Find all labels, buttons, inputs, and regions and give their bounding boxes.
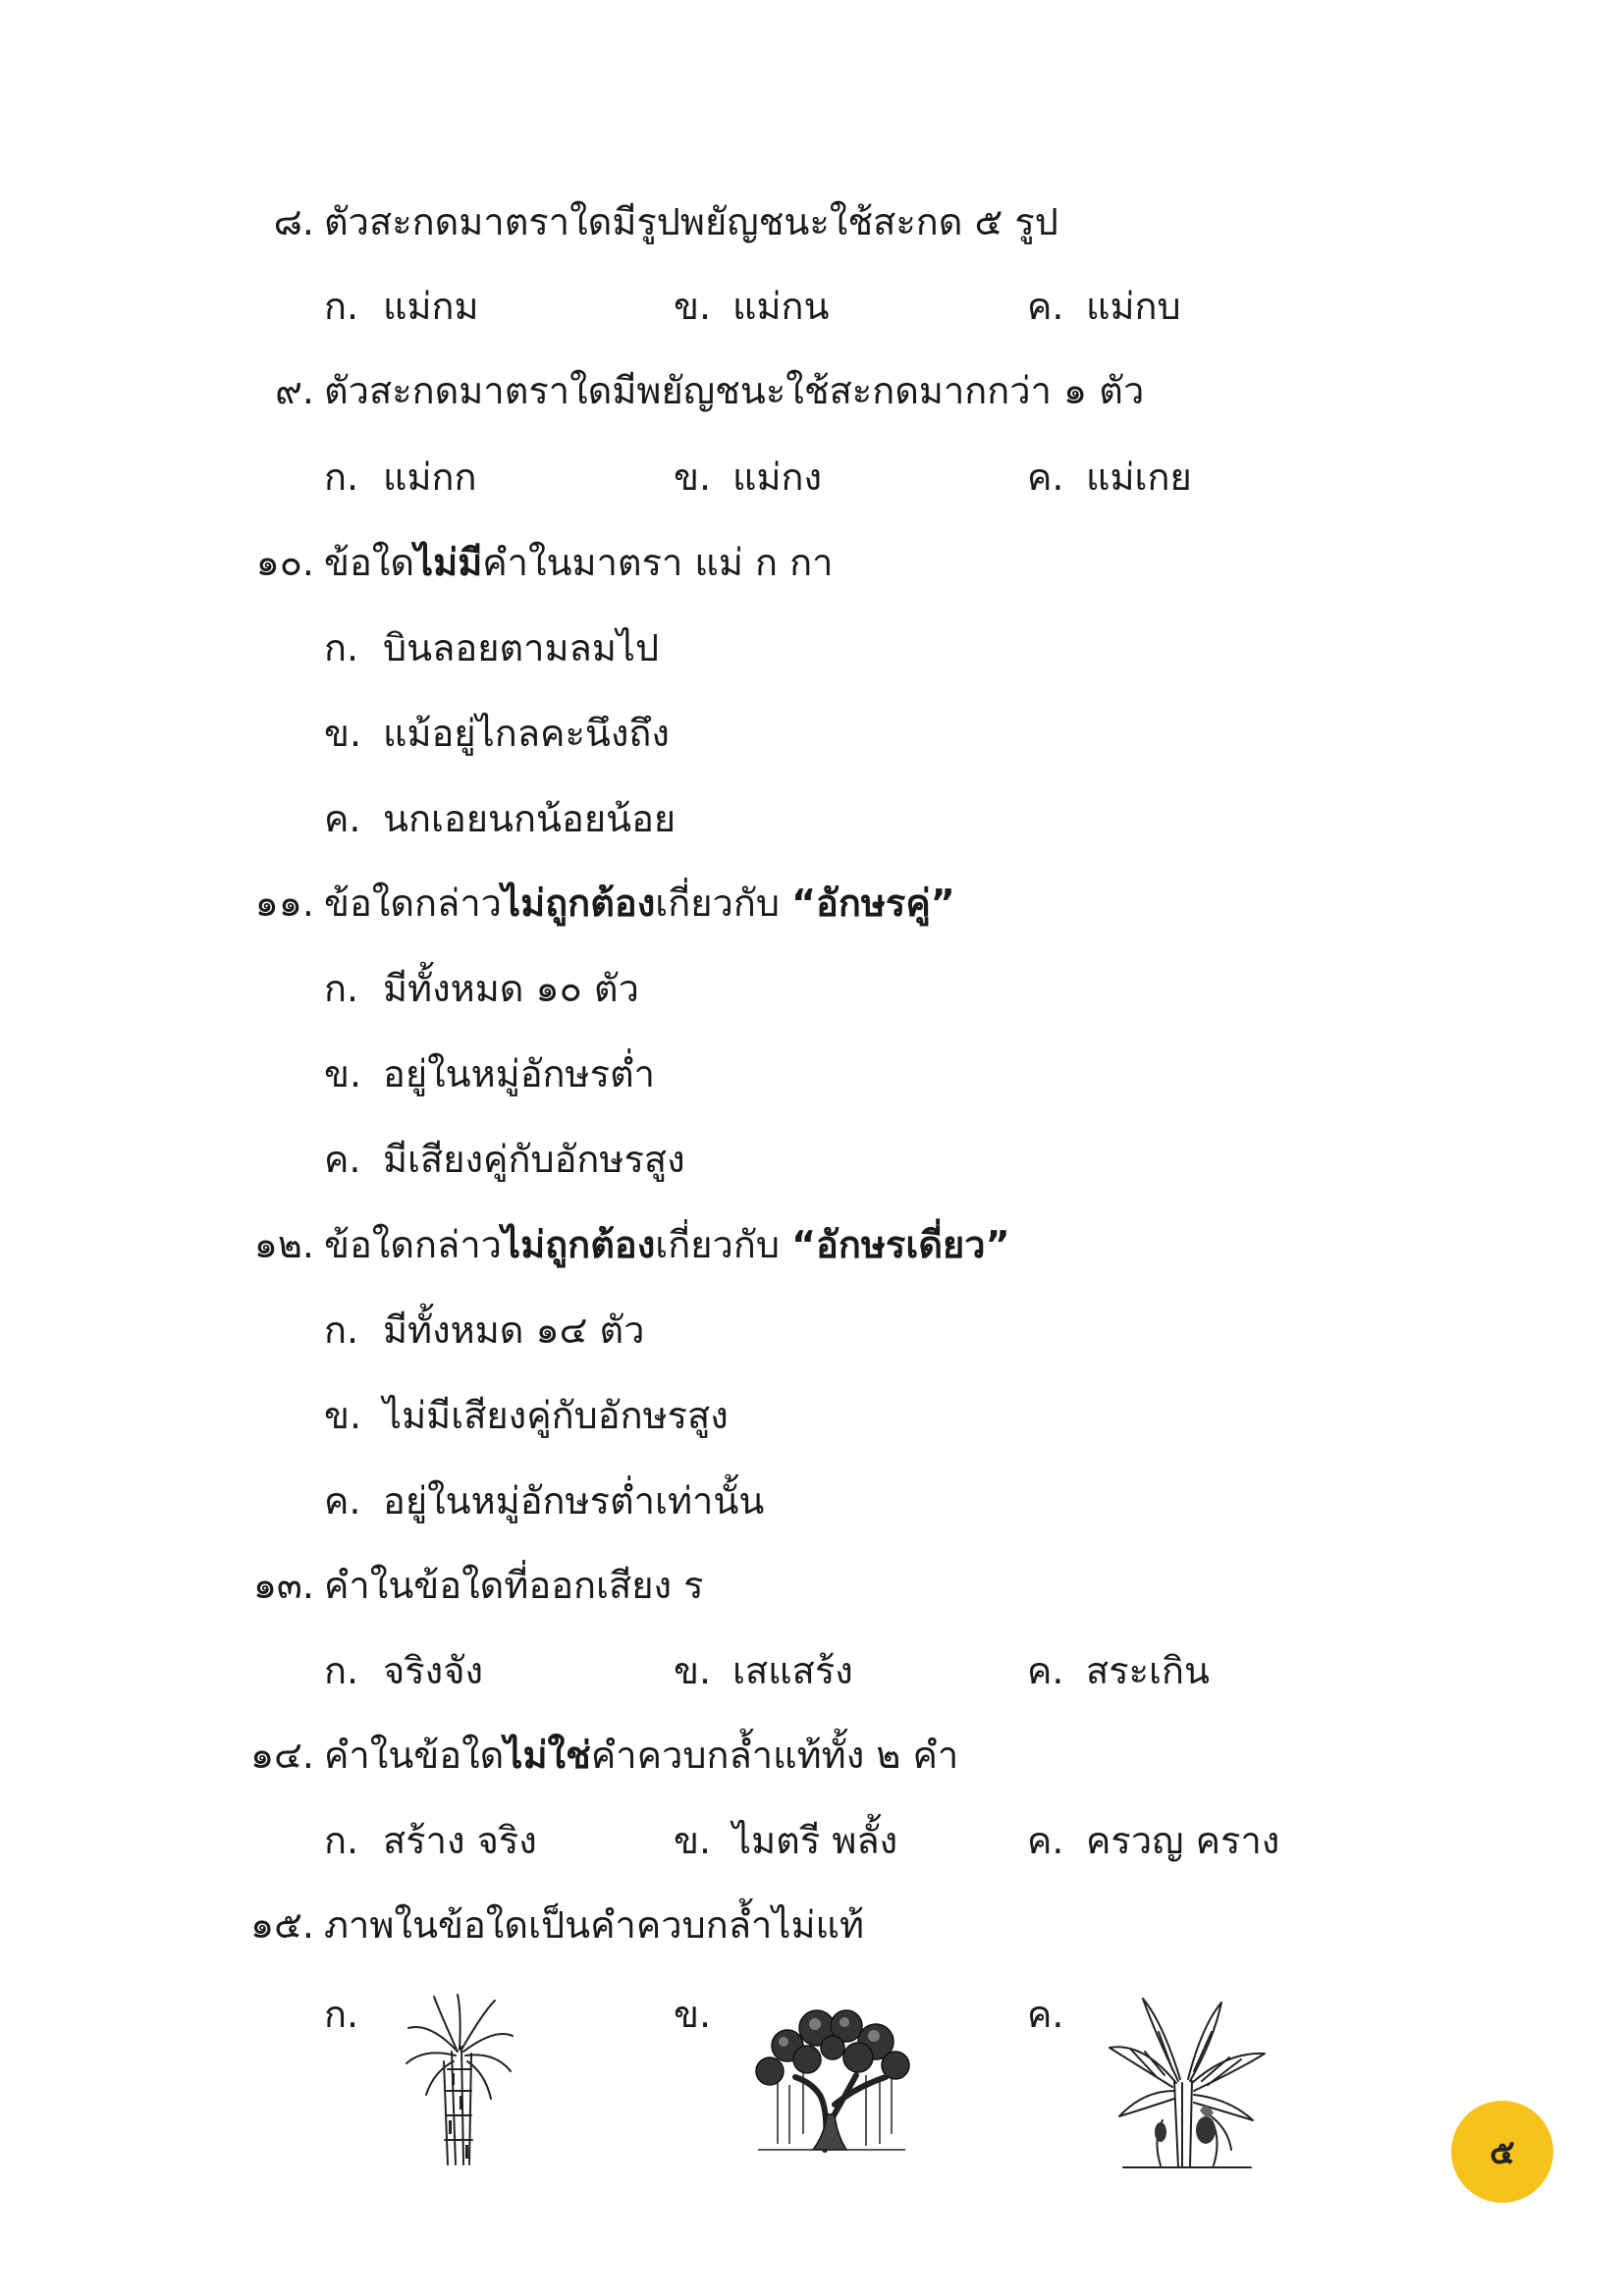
question-number: ๘. [273, 200, 314, 243]
question-text-pre: ข้อใด [324, 541, 415, 584]
option-label: ก. [324, 967, 359, 1010]
question-number: ๑๒. [253, 1223, 314, 1266]
question-12 [216, 1217, 1296, 1272]
option-text: ไมตรี พลั้ง [732, 1819, 898, 1862]
option-label: ข. [324, 1394, 362, 1437]
option-label: ก. [324, 455, 359, 499]
question-8 [216, 194, 1296, 249]
question-14 [216, 1728, 1296, 1783]
option-label: ค. [1027, 455, 1064, 499]
option-8-a[interactable] [324, 279, 479, 334]
option-13-b[interactable] [674, 1643, 853, 1698]
option-15-c-label[interactable]: ค. [1027, 1993, 1064, 2036]
option-text: นกเอยนกน้อยน้อย [383, 797, 677, 840]
question-number: ๑๕. [250, 1903, 314, 1947]
page-number-badge: ๕ [1451, 2101, 1553, 2203]
option-text: แม่กง [732, 455, 823, 499]
option-9-b[interactable] [674, 450, 822, 505]
option-15-a-label[interactable]: ก. [324, 1993, 359, 2036]
question-text-emphasis: ไม่มี [414, 541, 483, 584]
option-text: เสแสร้ง [732, 1649, 853, 1692]
option-label: ก. [324, 1649, 359, 1692]
question-text-emphasis-term: “อักษรเดี่ยว” [791, 1223, 1010, 1266]
option-14-c[interactable] [1027, 1813, 1279, 1868]
option-label: ข. [324, 1052, 362, 1095]
option-text: มีทั้งหมด ๑๔ ตัว [383, 1308, 645, 1352]
question-text: ตัวสะกดมาตราใดมีพยัญชนะใช้สะกดมากกว่า ๑ ตัว [324, 369, 1145, 412]
question-number: ๙. [275, 369, 314, 412]
option-text: สระเกิน [1086, 1649, 1210, 1692]
option-label: ข. [674, 1819, 712, 1862]
option-text: สร้าง จริง [383, 1819, 537, 1862]
option-11-c[interactable] [324, 1132, 685, 1187]
option-9-a[interactable] [324, 450, 477, 505]
question-number: ๑๐. [255, 541, 314, 584]
option-8-b[interactable] [674, 279, 830, 334]
option-text: อยู่ในหมู่อักษรต่ำเท่านั้น [383, 1479, 765, 1522]
option-text: ครวญ คราง [1086, 1819, 1280, 1862]
option-text: อยู่ในหมู่อักษรต่ำ [383, 1052, 656, 1095]
option-text: มีทั้งหมด ๑๐ ตัว [383, 967, 639, 1010]
option-10-c[interactable] [324, 791, 676, 846]
option-12-b[interactable] [324, 1388, 729, 1443]
option-label: ค. [324, 797, 361, 840]
option-label: ก. [324, 1308, 359, 1352]
question-text-pre: คำในข้อใด [324, 1734, 505, 1777]
option-11-b[interactable] [324, 1046, 655, 1101]
option-13-a[interactable] [324, 1643, 483, 1698]
option-12-c[interactable] [324, 1473, 764, 1528]
question-text-mid: เกี่ยวกับ [655, 1223, 792, 1266]
option-11-a[interactable] [324, 961, 639, 1016]
option-label: ข. [324, 712, 362, 755]
option-label: ข. [674, 1649, 712, 1692]
option-text: บินลอยตามลมไป [383, 626, 660, 669]
question-text-pre: ข้อใดกล่าว [324, 881, 503, 925]
option-15-b-label[interactable]: ข. [674, 1993, 712, 2036]
option-text: แม้อยู่ไกลคะนึงถึง [383, 712, 670, 755]
option-text: ไม่มีเสียงคู่กับอักษรสูง [383, 1394, 729, 1437]
question-text-emphasis: ไม่ถูกต้อง [502, 881, 656, 925]
question-text: ตัวสะกดมาตราใดมีรูปพยัญชนะใช้สะกด ๕ รูป [324, 200, 1058, 243]
option-13-c[interactable] [1027, 1643, 1210, 1698]
option-label: ค. [1027, 1649, 1064, 1692]
option-text: แม่กม [383, 285, 479, 328]
option-text: แม่กบ [1086, 285, 1181, 328]
question-text-mid: เกี่ยวกับ [655, 881, 792, 925]
option-text: แม่กก [383, 455, 477, 499]
question-9 [216, 363, 1296, 418]
question-text-post: คำควบกล้ำแท้ทั้ง ๒ คำ [590, 1734, 959, 1777]
option-label: ก. [324, 285, 359, 328]
option-12-a[interactable] [324, 1303, 644, 1358]
question-text-emphasis: ไม่ใช่ [504, 1734, 591, 1777]
option-10-b[interactable] [324, 706, 670, 761]
option-text: มีเสียงคู่กับอักษรสูง [383, 1138, 685, 1181]
question-13 [216, 1558, 1296, 1613]
tree-drawing[interactable] [748, 2006, 915, 2154]
option-label: ค. [1027, 285, 1064, 328]
option-9-c[interactable] [1027, 450, 1192, 505]
question-15 [216, 1897, 1296, 1952]
option-14-a[interactable] [324, 1813, 537, 1868]
question-text-pre: ข้อใดกล่าว [324, 1223, 503, 1266]
question-text-emphasis: ไม่ถูกต้อง [502, 1223, 656, 1266]
option-label: ข. [674, 455, 712, 499]
question-number: ๑๑. [254, 881, 314, 925]
question-text-post: คำในมาตรา แม่ ก กา [482, 541, 834, 584]
question-number: ๑๓. [252, 1564, 314, 1607]
option-text: แม่เกย [1086, 455, 1192, 499]
sugarcane-drawing[interactable] [401, 1993, 518, 2169]
question-text: คำในข้อใดที่ออกเสียง ร [324, 1564, 704, 1607]
option-label: ค. [324, 1479, 361, 1522]
question-number: ๑๔. [250, 1734, 314, 1777]
option-label: ก. [324, 1819, 359, 1862]
option-text: จริงจัง [383, 1649, 484, 1692]
option-8-c[interactable] [1027, 279, 1181, 334]
question-text: ภาพในข้อใดเป็นคำควบกล้ำไม่แท้ [324, 1903, 865, 1947]
option-10-a[interactable] [324, 620, 659, 675]
question-11 [216, 876, 1296, 931]
option-text: แม่กน [732, 285, 830, 328]
question-10 [216, 535, 1296, 590]
option-label: ก. [324, 626, 359, 669]
option-label: ค. [324, 1138, 361, 1181]
option-14-b[interactable] [674, 1813, 897, 1868]
option-label: ค. [1027, 1819, 1064, 1862]
question-text-emphasis-term: “อักษรคู่” [791, 881, 955, 925]
banana-plant-drawing[interactable] [1104, 1993, 1271, 2169]
option-label: ข. [674, 285, 712, 328]
